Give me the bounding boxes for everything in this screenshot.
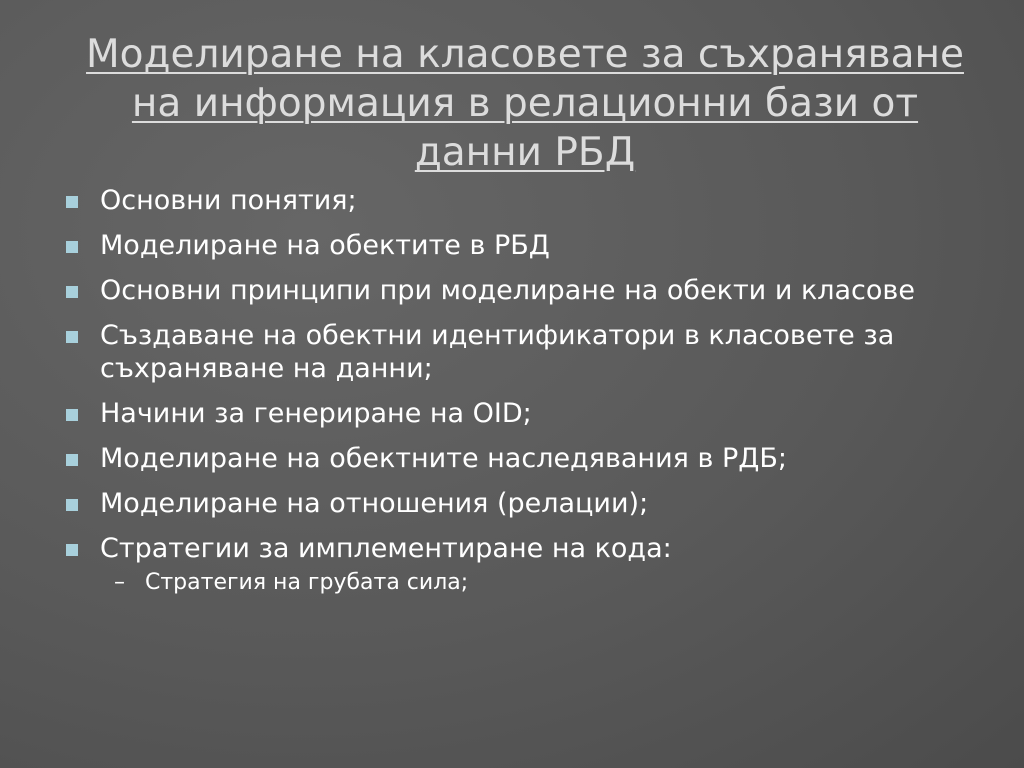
square-bullet-icon [66,286,78,298]
square-bullet-icon [66,196,78,208]
square-bullet-icon [66,331,78,343]
bullet-item-inheritance [62,442,962,475]
slide-title [60,30,990,177]
bullet-text: Моделиране на отношения (релации); [100,488,649,519]
bullet-text: Основни принципи при моделиране на обекти и класове [100,275,915,306]
title-line-1: Моделиране на класовете за съхраняване [86,32,964,77]
square-bullet-icon [66,454,78,466]
bullet-item-oid-generation [62,397,962,430]
bullet-item-strategies [62,532,962,597]
bullet-text: Стратегии за имплементиране на кода: [100,533,672,564]
square-bullet-icon [66,409,78,421]
sub-bullet-brute-force [100,569,962,597]
square-bullet-icon [66,499,78,511]
sub-bullet-text: Стратегия на грубата сила; [145,570,469,595]
bullet-text: Създаване на обектни идентификатори в класовете за съхраняване на данни; [100,320,895,384]
bullet-text: Начини за генериране на OID; [100,398,532,429]
bullet-item-basic-concepts [62,184,962,217]
bullet-text: Моделиране на обектните наследявания в РДБ; [100,443,787,474]
dash-bullet-icon: – [114,570,125,595]
bullet-text: Моделиране на обектите в РБД [100,230,550,261]
bullet-list [62,184,962,609]
bullet-item-object-identifiers [62,319,962,385]
bullet-text: Основни понятия; [100,185,357,216]
title-line-3: данни РБД [414,130,636,175]
title-line-2: на информация в релационни бази от [131,81,919,126]
square-bullet-icon [66,544,78,556]
bullet-item-modeling-objects [62,229,962,262]
bullet-item-modeling-principles [62,274,962,307]
bullet-item-relations [62,487,962,520]
sub-bullet-list [100,569,962,597]
square-bullet-icon [66,241,78,253]
